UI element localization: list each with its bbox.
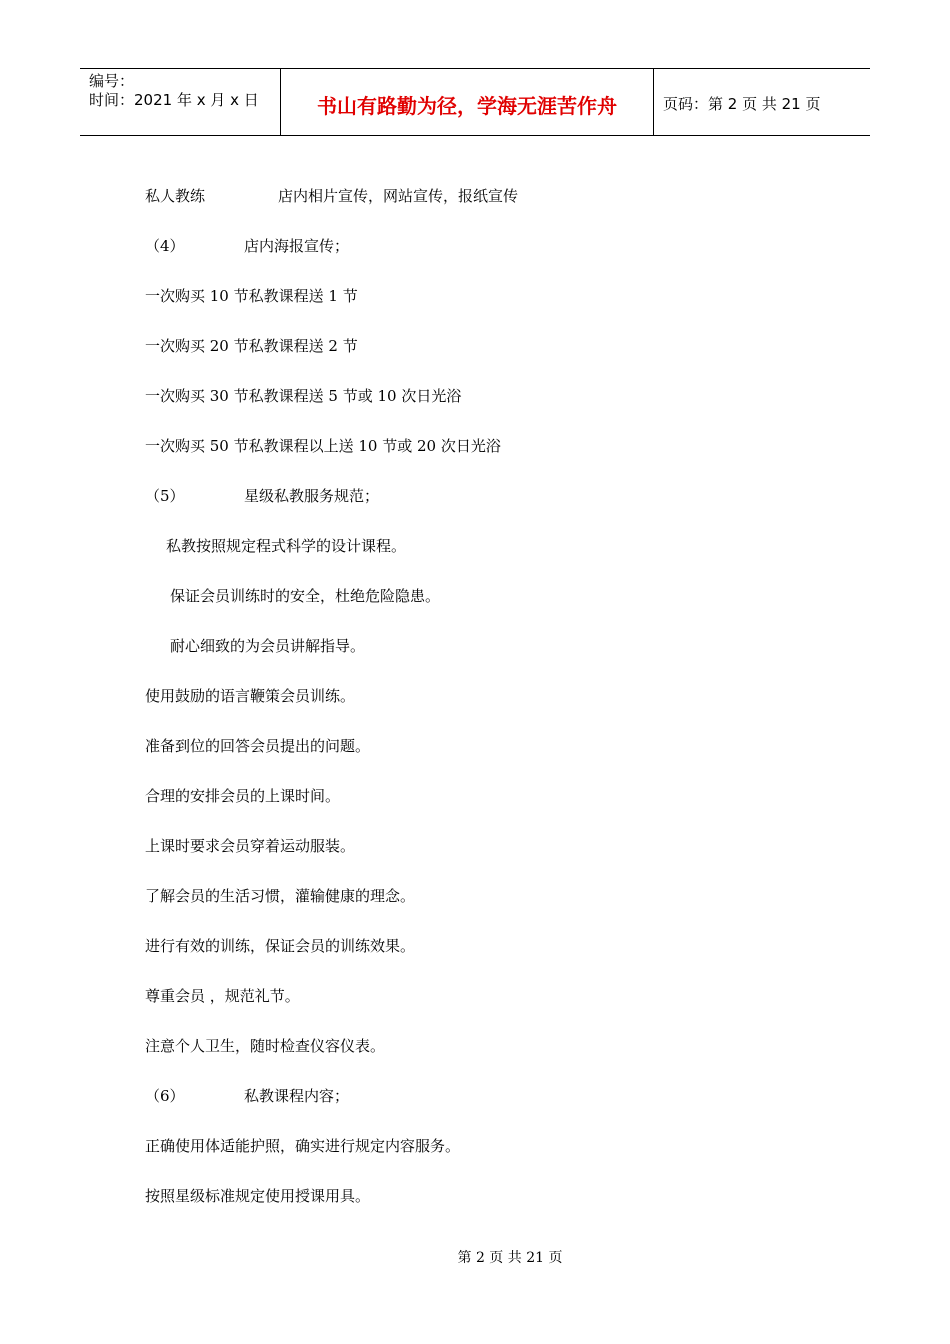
section-number-5: （5）	[145, 487, 185, 505]
header-meta	[80, 69, 281, 135]
page-footer: 第 2 页 共 21 页	[457, 1250, 563, 1266]
body-line: 尊重会员 ，规范礼节。	[145, 987, 300, 1005]
body-line: 一次购买 50 节私教课程以上送 10 节或 20 次日光浴	[145, 437, 501, 455]
body-line: 按照星级标准规定使用授课用具。	[145, 1187, 371, 1205]
body-line: 注意个人卫生，随时检查仪容仪表。	[145, 1037, 386, 1055]
body-line: 正确使用体适能护照，确实进行规定内容服务。	[145, 1137, 461, 1155]
body-line: 一次购买 10 节私教课程送 1 节	[145, 287, 358, 305]
body-line: 保证会员训练时的安全，杜绝危险隐患。	[170, 587, 441, 605]
header-page-info: 页码：第 2 页 共 21 页	[663, 94, 821, 113]
body-line: 准备到位的回答会员提出的问题。	[145, 737, 371, 755]
page-header	[80, 68, 870, 136]
body-line: 上课时要求会员穿着运动服装。	[145, 837, 356, 855]
body-line: 使用鼓励的语言鞭策会员训练。	[145, 687, 356, 705]
body-line: 了解会员的生活习惯，灌输健康的理念。	[145, 887, 416, 905]
body-line: 一次购买 30 节私教课程送 5 节或 10 次日光浴	[145, 387, 462, 405]
section-number-6: （6）	[145, 1087, 185, 1105]
body-line: 一次购买 20 节私教课程送 2 节	[145, 337, 358, 355]
document-date: 时间：2021 年 x 月 x 日	[89, 91, 259, 109]
section-heading-5: 星级私教服务规范；	[244, 487, 380, 505]
body-line: 耐心细致的为会员讲解指导。	[170, 637, 366, 655]
header-motto: 书山有路勤为径，学海无涯苦作舟	[317, 93, 617, 118]
section-heading-4: 店内海报宣传；	[244, 237, 350, 255]
document-number-label: 编号：	[89, 72, 135, 90]
body-line: 进行有效的训练，保证会员的训练效果。	[145, 937, 416, 955]
section-heading-6: 私教课程内容；	[244, 1087, 350, 1105]
body-line: 合理的安排会员的上课时间。	[145, 787, 341, 805]
body-line-1-text: 店内相片宣传，网站宣传，报纸宣传	[278, 187, 519, 205]
body-line: 私教按照规定程式科学的设计课程。	[166, 537, 407, 555]
body-line-1-label: 私人教练	[145, 187, 206, 205]
section-number-4: （4）	[145, 237, 185, 255]
header-motto-cell	[281, 69, 654, 135]
